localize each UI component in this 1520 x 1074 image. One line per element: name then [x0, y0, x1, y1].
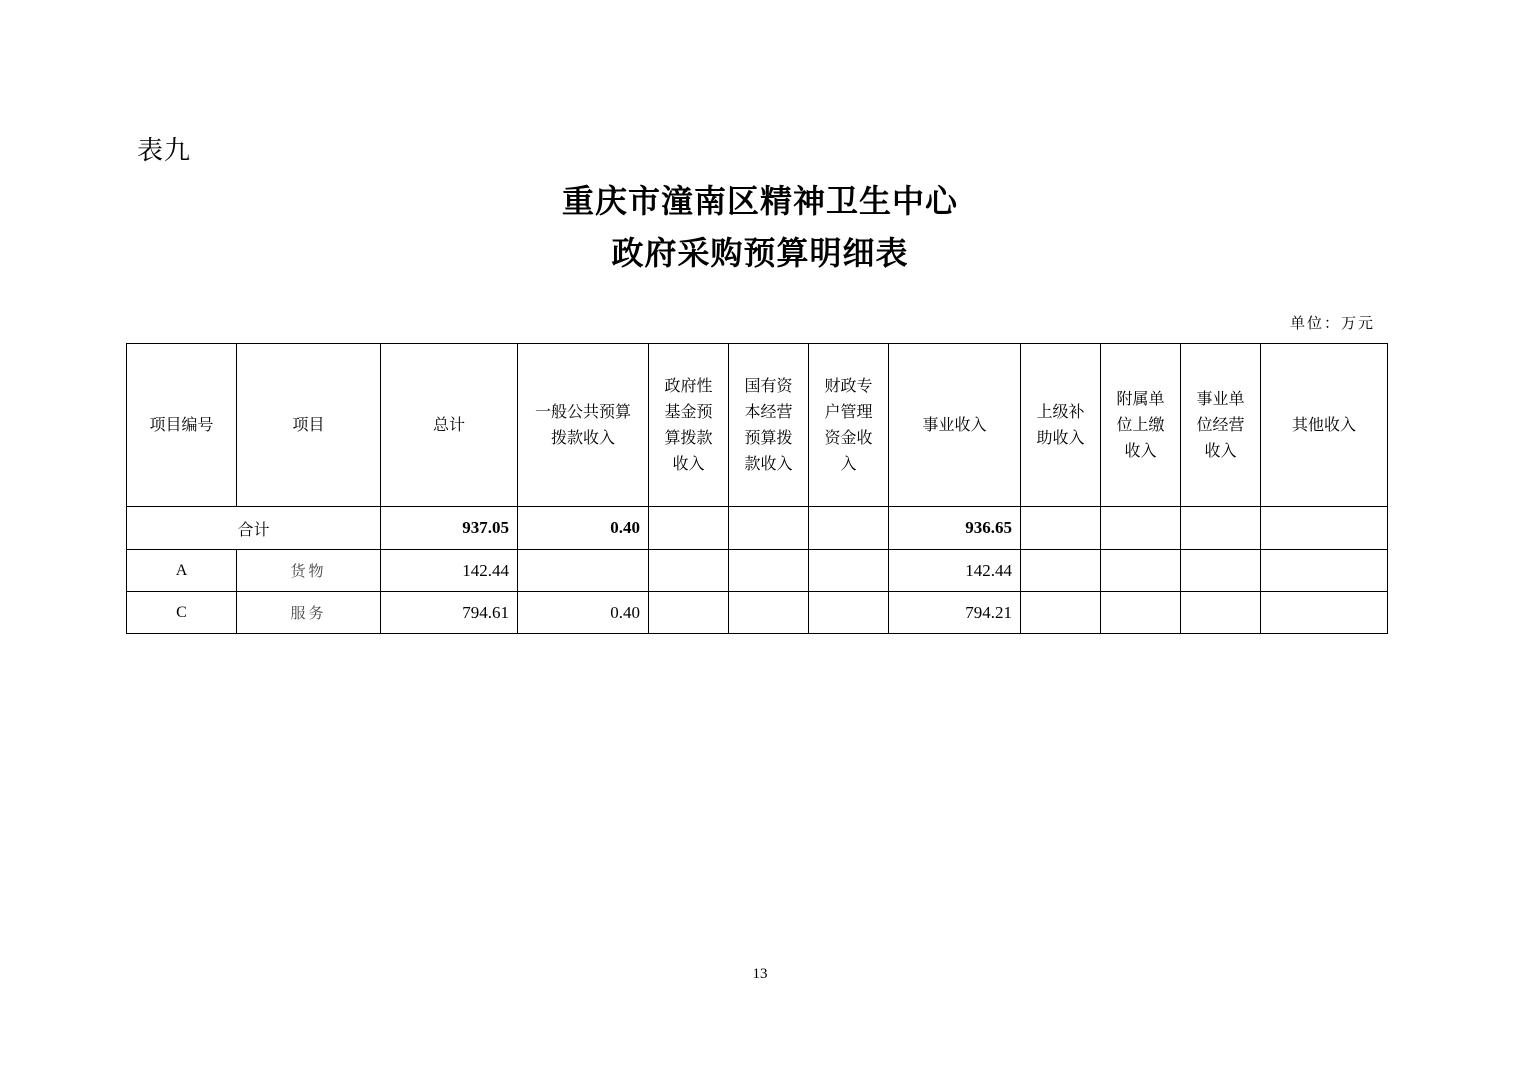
row-fiscal-special — [809, 592, 889, 634]
row-affiliated-remit — [1101, 550, 1181, 592]
total-cell-gov-fund — [649, 507, 729, 550]
header-operating-income: 事业单位经营收入 — [1181, 344, 1261, 507]
header-business-income: 事业收入 — [889, 344, 1021, 507]
table-row — [127, 550, 1388, 592]
total-cell-general-budget: 0.40 — [518, 507, 649, 550]
row-fiscal-special — [809, 550, 889, 592]
header-total: 总计 — [381, 344, 518, 507]
row-general-budget — [518, 550, 649, 592]
row-total: 794.61 — [381, 592, 518, 634]
row-item: 货物 — [237, 550, 381, 592]
row-code: A — [127, 550, 237, 592]
total-label: 合计 — [127, 507, 381, 550]
header-fiscal-special: 财政专户管理资金收入 — [809, 344, 889, 507]
header-general-budget: 一般公共预算拨款收入 — [518, 344, 649, 507]
row-gov-fund — [649, 550, 729, 592]
row-superior-subsidy — [1021, 550, 1101, 592]
row-operating-income — [1181, 550, 1261, 592]
table-row — [127, 592, 1388, 634]
total-cell-other-income — [1261, 507, 1388, 550]
header-superior-subsidy: 上级补助收入 — [1021, 344, 1101, 507]
total-cell-total: 937.05 — [381, 507, 518, 550]
header-item: 项目 — [237, 344, 381, 507]
row-business-income: 142.44 — [889, 550, 1021, 592]
total-cell-superior-subsidy — [1021, 507, 1101, 550]
header-affiliated-remit: 附属单位上缴收入 — [1101, 344, 1181, 507]
table-label: 表九 — [137, 136, 192, 166]
table-header-row — [127, 344, 1388, 507]
document-title: 重庆市潼南区精神卫生中心 — [561, 182, 958, 220]
row-item: 服务 — [237, 592, 381, 634]
row-affiliated-remit — [1101, 592, 1181, 634]
header-gov-fund: 政府性基金预算拨款收入 — [649, 344, 729, 507]
row-operating-income — [1181, 592, 1261, 634]
row-code: C — [127, 592, 237, 634]
row-business-income: 794.21 — [889, 592, 1021, 634]
page-number: 13 — [752, 966, 768, 982]
total-cell-affiliated-remit — [1101, 507, 1181, 550]
unit-label: 单位：万元 — [1289, 314, 1375, 332]
row-total: 142.44 — [381, 550, 518, 592]
row-superior-subsidy — [1021, 592, 1101, 634]
total-row — [127, 507, 1388, 550]
row-other-income — [1261, 592, 1388, 634]
header-state-capital: 国有资本经营预算拨款收入 — [729, 344, 809, 507]
procurement-budget-table — [126, 343, 1388, 634]
total-cell-business-income: 936.65 — [889, 507, 1021, 550]
header-code: 项目编号 — [127, 344, 237, 507]
row-general-budget: 0.40 — [518, 592, 649, 634]
row-gov-fund — [649, 592, 729, 634]
row-other-income — [1261, 550, 1388, 592]
document-subtitle: 政府采购预算明细表 — [611, 234, 909, 272]
header-other-income: 其他收入 — [1261, 344, 1388, 507]
row-state-capital — [729, 592, 809, 634]
total-cell-operating-income — [1181, 507, 1261, 550]
row-state-capital — [729, 550, 809, 592]
total-cell-fiscal-special — [809, 507, 889, 550]
total-cell-state-capital — [729, 507, 809, 550]
